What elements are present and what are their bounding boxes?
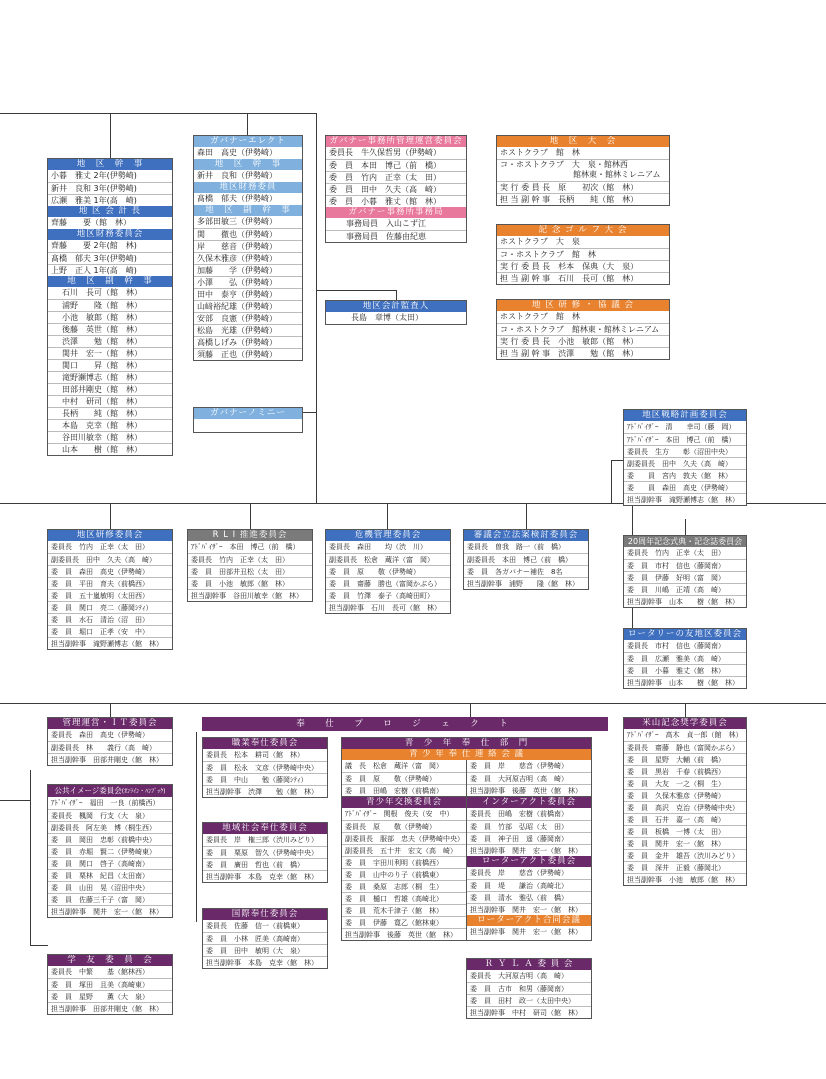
panel-title: 地 区 幹 事 (48, 159, 172, 170)
list-item: 委員長 竹内 正幸（太 田） (627, 549, 725, 557)
list-item: 委 員 石井 嘉一（高 崎） (624, 813, 746, 825)
list-item: 副委員長 本田 博己（前 橋） (464, 553, 588, 565)
panel-subtitle: ガバナー事務所事務局 (326, 207, 466, 218)
vocational-panel (202, 737, 328, 798)
panel-title: 危機管理委員会 (326, 530, 450, 541)
list-item: 担 当 副 幹 事 渋澤 勉（館 林） (497, 347, 669, 359)
list-item: 委 員 原 敬（伊勢崎） (342, 772, 466, 784)
list-item: ｱﾄﾞﾊﾞｲｻﾞｰ 高木 貞一郎（館 林） (627, 731, 743, 739)
list-item: 後藤 英世（館 林） (48, 323, 172, 335)
panel-subtitle: ローターアクト合同会議 (467, 915, 591, 926)
list-item: 委員長 森田 高史（伊勢崎） (51, 731, 149, 739)
list-item: コ・ホストクラブ 館 林 (497, 248, 669, 260)
list-item: 副委員長 服部 忠夫（伊勢崎中央） (342, 832, 466, 844)
list-item: 委員長 楓岡 行支（大 泉） (48, 809, 172, 821)
connector (110, 503, 111, 529)
panel-subtitle: 地 区 副 幹 事 (194, 205, 302, 216)
list-item: 委 員 川嶋 正靖（高 崎） (624, 583, 746, 595)
list-item: 森田 高史（伊勢崎） (197, 148, 277, 157)
list-item: 実 行 委 員 長 小池 敏郎（館 林） (497, 335, 669, 347)
list-item: 委 員 松永 文彦（伊勢崎中央） (203, 761, 327, 773)
district-secretary-panel (47, 158, 173, 456)
list-item: 担 当 副 幹 事 石川 長可（館 林） (497, 272, 669, 284)
list-item: ｱﾄﾞﾊﾞｲｻﾞｰ 本田 博己（前 橋） (624, 433, 746, 445)
list-item: 副委員長 田中 久夫（高 崎） (48, 553, 172, 565)
list-item: 委 員 水石 清治（沼 田） (48, 613, 172, 625)
list-item: 委 員 久保木雅彦（伊勢崎） (624, 789, 746, 801)
community-panel (202, 822, 328, 883)
list-item: 中村 研司（館 林） (48, 395, 172, 407)
office-committee-panel (325, 135, 467, 243)
list-item: 委 員 山中のり子（前橋東） (342, 868, 466, 880)
governor-elect-panel (193, 135, 303, 361)
list-item: 委 員 神子田 遥（藤岡南） (467, 832, 591, 844)
list-item: 谷田川敏幸（館 林） (48, 431, 172, 443)
list-item: 委 員 小林 匠美（高崎南） (203, 932, 327, 944)
panel-title: 20周年記念式典・記念誌委員会 (624, 536, 746, 547)
list-item: 担当副幹事 山本 樹（館 林） (624, 676, 746, 688)
list-item: 委員長 曽我 路一（前 橋） (467, 543, 565, 551)
list-item: 担当副幹事 関井 宏一（館 林） (48, 905, 172, 917)
seminar-panel (496, 299, 670, 360)
crisis-panel (325, 529, 451, 614)
list-item: 委 員 栗原 智久（伊勢崎中央） (203, 846, 327, 858)
list-item: 委員長 竹内 正幸（太 田） (51, 543, 149, 551)
panel-subtitle: ローターアクト委員会 (467, 856, 591, 867)
list-item: 委 員 小暮 雅丈（館 林） (326, 195, 466, 207)
list-item: 委 員 大河原吉明（高 崎） (467, 772, 591, 784)
list-item: 長島 章博（太田） (351, 313, 423, 322)
list-item: 委 員 関口 啓子（高崎南） (48, 857, 172, 869)
panel-title: 奉 仕 プ ロ ジ ェ ク ト (202, 717, 608, 731)
list-item: ｱﾄﾞﾊﾞｲｻﾞｰ 本田 博己（前 橋） (191, 543, 300, 551)
list-item: 委 員 黒岩 千春（前橋西） (624, 765, 746, 777)
list-item: 委 員 竹澤 泰子（高崎田町） (326, 589, 450, 601)
list-item: 委 員 板橋 一博（太 田） (624, 825, 746, 837)
connector (526, 503, 527, 529)
governor-nominee-panel (193, 407, 303, 433)
panel-subtitle: 地 区 副 幹 事 (48, 276, 172, 287)
list-item: 担当副幹事 後藤 英世（館 林） (467, 784, 591, 796)
list-item: 委 員 平田 育夫（前橋西） (48, 577, 172, 589)
list-item: 関井 宏一（館 林） (48, 347, 172, 359)
list-item: 委 員 伊藤 寛乙（館林東） (342, 916, 466, 928)
list-item: 委 員 五十嵐敏明（太田西） (48, 589, 172, 601)
list-item: 委員長 齋藤 静也（富岡かぶら） (624, 741, 746, 753)
list-item: 副委員長 松倉 蔵洋（富 岡） (326, 553, 450, 565)
list-item: 関口 昇（館 林） (48, 359, 172, 371)
connector (611, 460, 623, 461)
list-item: 委 員 宮内 敦夫（館 林） (624, 469, 746, 481)
list-item: 議 長 松倉 蔵洋（富 岡） (345, 762, 443, 770)
panel-title: 地域社会奉仕委員会 (203, 823, 327, 834)
list-item: 副委員長 五十井 宏文（高 崎） (342, 844, 466, 856)
list-item: ｱﾄﾞﾊﾞｲｻﾞｰ 関根 俊夫（安 中） (345, 810, 454, 818)
panel-title: 青 少 年 奉 仕 部 門 (342, 738, 591, 749)
list-item: 小澤 弘（伊勢崎） (194, 276, 302, 288)
list-item: 委 員 桑原 志郎（桐 生） (342, 880, 466, 892)
connector (196, 732, 197, 922)
list-item: 高橋しげみ（伊勢崎） (194, 336, 302, 348)
list-item: 担当副幹事 田部井剛史（館 林） (48, 753, 172, 765)
list-item: 委 員 清水 雅弘（前 橋） (467, 891, 591, 903)
panel-title: 米山記念奨学委員会 (624, 718, 746, 729)
list-item: 実 行 委 員 長 杉本 保典（大 泉） (497, 260, 669, 272)
list-item: 委 員 岡田 忠彰（前橋中央） (48, 833, 172, 845)
list-item: 関 徹也（伊勢崎） (194, 228, 302, 240)
list-item: 担当副幹事 本島 克幸（館 林） (203, 956, 327, 968)
connector (316, 290, 396, 291)
panel-subtitle: 青少年交換委員会 (342, 797, 466, 808)
legislation-panel (463, 529, 589, 590)
list-item: 広瀬 雅美 1年(高 崎) (48, 194, 172, 206)
panel-title: R L I 推進委員会 (188, 530, 312, 541)
panel-title: 職業奉仕委員会 (203, 738, 327, 749)
connector (0, 703, 826, 704)
list-item (497, 159, 669, 181)
list-item: 委 員 中山 勉（藤岡ｼﾃｨ） (203, 773, 327, 785)
list-item: 委 員 森田 高史（伊勢崎） (624, 481, 746, 493)
list-item: ｱﾄﾞﾊﾞｲｻﾞｰ 福田 一良（前橋西） (51, 799, 160, 807)
list-item: 担当副幹事 田部井剛史（館 林） (48, 1002, 172, 1014)
connector (30, 770, 31, 945)
list-item: 担当副幹事 本島 克幸（館 林） (203, 870, 327, 882)
list-item: 副委員長 林 義行（高 崎） (48, 741, 172, 753)
list-item: 委 員 関口 亮二（藤岡ｼﾃｨ） (48, 601, 172, 613)
connector (247, 113, 248, 135)
management-panel (47, 717, 173, 766)
list-item: 委 員 大友 一之（桐 生） (624, 777, 746, 789)
list-item: ｱﾄﾞﾊﾞｲｻﾞｰ 清 幸司（藤 岡） (627, 423, 736, 431)
list-item: ホストクラブ 大 泉 (500, 237, 580, 246)
connector (396, 290, 397, 300)
connector (316, 113, 317, 503)
list-item: 担当副幹事 関井 宏一（館 林） (470, 928, 582, 936)
list-item: 渋澤 勉（館 林） (48, 335, 172, 347)
list-item: 髙橋 郁夫（伊勢崎） (197, 194, 277, 203)
panel-title: 管理運営・ＩＴ委員会 (48, 718, 172, 729)
panel-title: 審議会立法案検討委員会 (464, 530, 588, 541)
list-item: 山本 樹（館 林） (48, 443, 172, 455)
list-item: 浦野 隆（館 林） (48, 299, 172, 311)
list-item: 齊藤 要（館 林） (51, 218, 131, 227)
list-item: 委 員 田部井丑松（太 田） (188, 565, 312, 577)
service-project-header (202, 717, 608, 731)
list-item: 委 員 樋口 哲雄（高崎北） (342, 892, 466, 904)
panel-title: ガバナーエレクト (194, 136, 302, 147)
list-item: 委 員 竹内 正幸（太 田） (326, 171, 466, 183)
connector (0, 800, 30, 801)
strategy-panel (623, 409, 747, 506)
list-item: 委員長 生方 彰（沼田中央） (624, 445, 746, 457)
list-item: 委 員 栗林 紀昌（太田南） (48, 869, 172, 881)
list-item: 長柄 純（館 林） (48, 407, 172, 419)
panel-title: 国際奉仕委員会 (203, 909, 327, 920)
list-item: 担当副幹事 山本 樹（館 林） (624, 595, 746, 607)
list-item: ホストクラブ 館 林 (500, 312, 580, 321)
list-item: 委員長 松本 耕司（館 林） (206, 751, 304, 759)
list-item: 委 員 田村 政一（太田中央） (467, 994, 591, 1006)
list-item: 委 員 広瀬 雅美（高 崎） (624, 652, 746, 664)
list-item: 担当副幹事 小池 敏郎（館 林） (624, 873, 746, 885)
panel-title: ガバナーノミニー (194, 408, 302, 419)
auditor-panel (325, 300, 467, 325)
list-item: 担当副幹事 渋澤 勉（館 林） (203, 785, 327, 797)
list-item-line: コ・ホストクラブ 大 泉・館林西 (500, 160, 628, 169)
list-item: 委員長 佐藤 信一（前橋東） (206, 922, 304, 930)
list-item: 副委員長 阿左美 博（桐生西） (48, 821, 172, 833)
list-item: 委員長 田嶋 宏樹（前橋南） (470, 810, 568, 818)
list-item: 委 員 堤 謙治（高崎北） (467, 879, 591, 891)
list-item: 委員長 大河原吉明（高 崎） (470, 972, 568, 980)
list-item: 安部 良憲（伊勢崎） (194, 312, 302, 324)
training-panel (47, 529, 173, 650)
panel-title (48, 785, 172, 797)
list-item: 本島 克幸（館 林） (48, 419, 172, 431)
list-item: 委員長 岸 権三郎（渋川みどり） (206, 836, 318, 844)
list-item: 須藤 正也（伊勢崎） (194, 348, 302, 360)
youth-service-panel (341, 737, 592, 941)
list-item: 委 員 荒木千津子（館 林） (342, 904, 466, 916)
list-item: 担当副幹事 浦野 隆（館 林） (464, 577, 588, 589)
list-item: 滝野瀬博志（館 林） (48, 371, 172, 383)
list-item: 小暮 雅丈 2年(伊勢崎) (51, 171, 137, 180)
panel-title-note: (ｵﾝﾗｲﾝ・ﾊﾝﾌﾞｯｸ) (121, 788, 166, 795)
list-item: 担当副幹事 滝野瀬博志（館 林） (48, 637, 172, 649)
list-item: 委 員 原 敬（伊勢崎） (326, 565, 450, 577)
list-item: コ・ホストクラブ 館林東・館林ミレニアム (497, 323, 669, 335)
list-item: 委 員 本田 博己（前 橋） (326, 159, 466, 171)
alumni-panel (47, 954, 173, 1015)
list-item: 委員長 中繁 基（館林西） (51, 968, 149, 976)
list-item: 委 員 田中 敏明（大 泉） (203, 944, 327, 956)
list-item: 髙橋 郁夫 3年(伊勢崎) (48, 252, 172, 264)
list-item: ホストクラブ 館 林 (500, 148, 580, 157)
connector (387, 503, 388, 529)
list-item: 委 員 田嶋 宏樹（前橋南） (342, 784, 466, 796)
list-item: 担当副幹事 谷田川敏幸（館 林） (188, 589, 312, 601)
list-item: 担当副幹事 滝野瀬博志（館 林） (624, 493, 746, 505)
list-item: 委 員 伊藤 好明（富 岡） (624, 571, 746, 583)
public-image-panel (47, 784, 173, 918)
list-item: 委 員 小池 敏郎（館 林） (188, 577, 312, 589)
list-item: 多部田敏三（伊勢崎） (197, 217, 277, 226)
connector (250, 503, 251, 529)
panel-title: 地 区 大 会 (497, 136, 669, 147)
list-item: 委 員 金井 雄吾（渋川みどり） (624, 849, 746, 861)
panel-title: Ｒ Ｙ Ｌ Ａ 委 員 会 (467, 959, 591, 970)
connector (0, 113, 316, 114)
list-item: 委員長 森田 均（渋 川） (329, 543, 427, 551)
panel-title: 地 区 研 修 ・ 協 議 会 (497, 300, 669, 311)
list-item: 田部井剛史（館 林） (48, 383, 172, 395)
yoneyama-panel (623, 717, 747, 886)
panel-title: 地区会計監査人 (326, 301, 466, 312)
golf-panel (496, 224, 670, 285)
list-item: 上野 正人 1年(高 崎) (48, 264, 172, 276)
list-item-line: 館林東・館林ミレニアム (573, 170, 661, 179)
list-item: 田中 泰亨（伊勢崎） (194, 288, 302, 300)
panel-subtitle: 地 区 幹 事 (194, 159, 302, 170)
panel-title: ガバナー事務所管理運営委員会 (326, 136, 466, 147)
panel-title: 地区研修委員会 (48, 530, 172, 541)
list-item: 新井 良和 3年(伊勢崎) (48, 182, 172, 194)
panel-subtitle: 地区財務委員 (194, 182, 302, 193)
panel-title: 記 念 ゴ ル フ 大 会 (497, 225, 669, 236)
list-item: 委 員 深井 正毅（藤岡北） (624, 861, 746, 873)
list-item: 担当副幹事 関井 宏一（館 林） (467, 903, 591, 915)
connector (30, 945, 48, 946)
list-item: 岸 慈音（伊勢崎） (194, 240, 302, 252)
list-item: 担当副幹事 中村 研司（館 林） (467, 1006, 591, 1018)
list-item: 委員長 原 敬（伊勢崎） (342, 820, 466, 832)
list-item: 委 員 堀口 正孝（安 中） (48, 625, 172, 637)
panel-title: ロータリーの友地区委員会 (624, 629, 746, 640)
international-panel (202, 908, 328, 969)
connector (611, 460, 612, 503)
list-item: 委員長 牛久保哲男（伊勢崎） (329, 148, 441, 157)
list-item: 委 員 赤堀 賢二（伊勢崎東） (48, 845, 172, 857)
friendship-panel (623, 628, 747, 689)
panel-title: 学 友 委 員 会 (48, 955, 172, 966)
list-item: 齊藤 要 2年(館 林) (51, 241, 137, 250)
panel-title-text: 公共イメージ委員会 (54, 786, 122, 795)
list-item: 委 員 市村 信也（藤岡南） (624, 559, 746, 571)
list-item: 委 員 齋藤 勝也（富岡かぶら） (326, 577, 450, 589)
connector (110, 113, 111, 159)
district-conference-panel (496, 135, 670, 206)
anniversary-panel (623, 535, 747, 608)
panel-subtitle: 地 区 会 計 長 (48, 206, 172, 217)
list-item: 委 員 古市 和男（藤岡南） (467, 982, 591, 994)
list-item: 久保木雅彦（伊勢崎） (194, 252, 302, 264)
list-item: 委 員 関井 宏一（館 林） (624, 837, 746, 849)
list-item: 委 員 星野 薫（大 泉） (48, 990, 172, 1002)
list-item: 担当副幹事 後藤 英世（館 林） (342, 928, 466, 940)
list-item: 委 員 宇田川利明（前橋西） (342, 856, 466, 868)
list-item: 副委員長 田中 久夫（高 崎） (624, 457, 746, 469)
list-item: 委 員 佐藤三千子（富 岡） (48, 893, 172, 905)
panel-subtitle: 青 少 年 奉 仕 連 絡 会 議 (342, 749, 591, 760)
list-item (194, 419, 302, 432)
list-item: 石川 長可（館 林） (62, 288, 142, 297)
connector (685, 703, 686, 717)
list-item: 委 員 竹部 弘昭（太 田） (467, 820, 591, 832)
list-item: 委 員 森田 高史（伊勢崎） (48, 565, 172, 577)
list-item: 委員長 岸 慈音（伊勢崎） (470, 869, 568, 877)
list-item: 委 員 高沢 克治（伊勢崎中央） (624, 801, 746, 813)
connector (470, 703, 471, 717)
list-item: 担当副幹事 関井 宏一（館 林） (467, 844, 591, 856)
list-item: 担 当 副 幹 事 長柄 純（館 林） (497, 193, 669, 205)
list-item: 山﨑裕紀雄（伊勢崎） (194, 300, 302, 312)
list-item: 委員長 市村 信也（藤岡南） (627, 642, 725, 650)
list-item: 事務局員 入山こず江 (346, 219, 426, 228)
connector (110, 703, 111, 717)
panel-title: 地区戦略計画委員会 (624, 410, 746, 421)
list-item: 委 員 星野 大輔（前 橋） (624, 753, 746, 765)
list-item: 委 員 山田 晃（沼田中央） (48, 881, 172, 893)
list-item: 小池 敏郎（館 林） (48, 311, 172, 323)
panel-subtitle: インターアクト委員会 (467, 797, 591, 808)
list-item: 委 員 廣田 哲也（前 橋） (203, 858, 327, 870)
panel-subtitle: 地区財務委員会 (48, 229, 172, 240)
list-item: 松島 光雄（伊勢崎） (194, 324, 302, 336)
list-item: 実 行 委 員 長 原 初次（館 林） (497, 181, 669, 193)
list-item: 委 員 田中 久夫（高 崎） (326, 183, 466, 195)
list-item: 担当副幹事 石川 長可（館 林） (326, 601, 450, 613)
list-item: 委 員 岸 慈音（伊勢崎） (470, 762, 568, 770)
rli-panel (187, 529, 313, 602)
list-item: 新井 良和（伊勢崎） (197, 171, 277, 180)
list-item: 事務局員 佐藤由紀恵 (326, 230, 466, 242)
list-item: 委 員 小暮 雅丈（館 林） (624, 664, 746, 676)
list-item: 委 員 各ガバナー補佐 8名 (464, 565, 588, 577)
ryla-panel (466, 958, 592, 1019)
list-item: 委員長 竹内 正幸（太 田） (188, 553, 312, 565)
list-item: 加藤 学（伊勢崎） (194, 264, 302, 276)
connector (685, 519, 686, 535)
list-item: 委 員 塚田 且美（高崎東） (48, 978, 172, 990)
